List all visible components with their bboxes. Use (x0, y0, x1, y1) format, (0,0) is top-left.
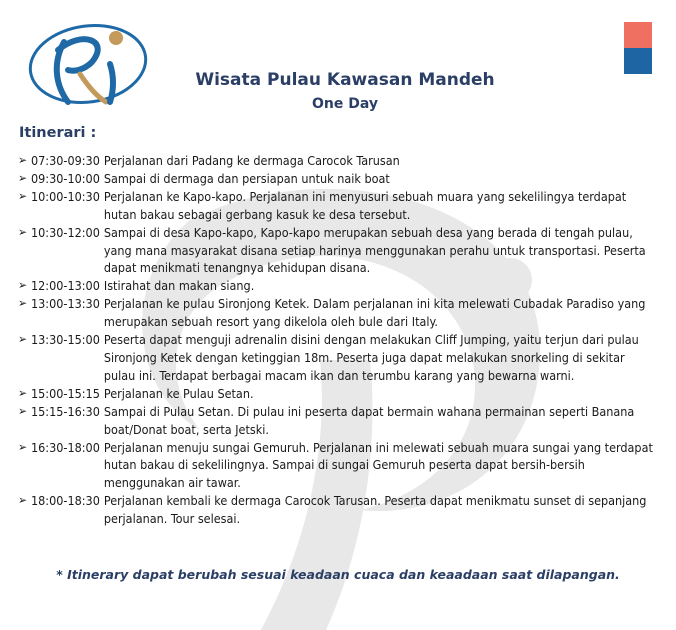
arrow-bullet-icon: ➢ (18, 278, 28, 293)
arrow-bullet-icon: ➢ (18, 296, 28, 311)
itinerary-text: Perjalanan ke pulau Sironjong Ketek. Dalam perjalanan ini kita melewati Cubadak Paradiso yang merupakan sebuah resort yang dikelola oleh bule dari Italy. (103, 296, 646, 330)
arrow-bullet-icon: ➢ (18, 403, 28, 418)
list-item (18, 170, 658, 188)
itinerary-heading: Itinerari : (19, 125, 97, 141)
arrow-bullet-icon: ➢ (18, 153, 28, 167)
itinerary-time: 07:30-09:30 (31, 153, 100, 168)
arrow-bullet-icon: ➢ (18, 224, 28, 239)
list-item (18, 277, 658, 295)
arrow-bullet-icon: ➢ (18, 332, 28, 347)
itinerary-list (18, 152, 658, 528)
list-item (18, 188, 658, 224)
list-item (18, 152, 658, 170)
list-item (18, 295, 658, 331)
arrow-bullet-icon: ➢ (18, 493, 28, 508)
itinerary-text: Perjalanan menuju sungai Gemuruh. Perjalanan ini melewati sebuah muara sungai yang terdapat hutan bakau di sekelilingnya. Sampai di sungai Gemuruh peserta dapat bersih-bersih menggunakan air tawar. (103, 439, 653, 491)
itinerary-disclaimer: * Itinerary dapat berubah sesuai keadaan cuaca dan keaadaan saat dilapangan. (56, 567, 620, 582)
list-item (18, 385, 658, 403)
itinerary-text: Perjalanan ke Pulau Setan. (103, 385, 254, 401)
corner-accent-top (624, 22, 652, 48)
itinerary-text: Perjalanan kembali ke dermaga Carocok Tarusan. Peserta dapat menikmatu sunset di sepanjang perjalanan. Tour selesai. (103, 493, 647, 527)
itinerary-text: Perjalanan ke Kapo-kapo. Perjalanan ini menyusuri sebuah muara yang sekelilingya terdapat hutan bakau sebagai gerbang kasuk ke desa tersebut. (103, 188, 627, 222)
itinerary-text: Sampai di Pulau Setan. Di pulau ini peserta dapat bermain wahana permainan seperti Banana boat/Donat boat, serta Jetski. (103, 403, 635, 437)
list-item (18, 492, 658, 528)
list-item (18, 403, 658, 439)
itinerary-time: 13:00-13:30 (31, 296, 100, 312)
page-subtitle: One Day (311, 96, 378, 112)
itinerary-time: 12:00-13:00 (31, 278, 100, 294)
itinerary-text: Perjalanan dari Padang ke dermaga Carocok Tarusan (103, 153, 400, 168)
itinerary-time: 09:30-10:00 (31, 170, 100, 186)
arrow-bullet-icon: ➢ (18, 170, 28, 185)
list-item (18, 439, 658, 493)
arrow-bullet-icon: ➢ (18, 188, 28, 203)
itinerary-text: Peserta dapat menguji adrenalin disini dengan melakukan Cliff Jumping, yaitu terjun dari pulau Sironjong Ketek dengan ketinggian 18m. Peserta juga dapat melakukan snorkeling di sekitar pulau ini. Terdapat berbagai macam ikan dan terumbu karang yang bewarna warni. (103, 332, 639, 383)
itinerary-time: 10:30-12:00 (31, 224, 100, 240)
itinerary-time: 16:30-18:00 (31, 439, 100, 455)
list-item (18, 331, 658, 385)
arrow-bullet-icon: ➢ (18, 385, 28, 400)
itinerary-time: 10:00-10:30 (31, 188, 100, 204)
corner-accent-bottom (624, 48, 652, 74)
itinerary-time: 18:00-18:30 (31, 493, 100, 509)
itinerary-text: Sampai di desa Kapo-kapo, Kapo-kapo merupakan sebuah desa yang berada di tengah pulau, yang mana masyarakat disana setiap harinya menggunakan perahu untuk transportasi. Peserta dapat menikmati tenangnya kehidupan disana. (103, 224, 646, 276)
list-item (18, 224, 658, 278)
rh-logo-icon (22, 14, 152, 114)
itinerary-time: 15:00-15:15 (31, 385, 100, 401)
itinerary-text: Sampai di dermaga dan persiapan untuk naik boat (103, 170, 390, 186)
arrow-bullet-icon: ➢ (18, 439, 28, 454)
page-title: Wisata Pulau Kawasan Mandeh (195, 70, 495, 90)
itinerary-text: Istirahat dan makan siang. (103, 278, 255, 294)
itinerary-time: 13:30-15:00 (31, 332, 100, 348)
itinerary-time: 15:15-16:30 (31, 403, 100, 419)
